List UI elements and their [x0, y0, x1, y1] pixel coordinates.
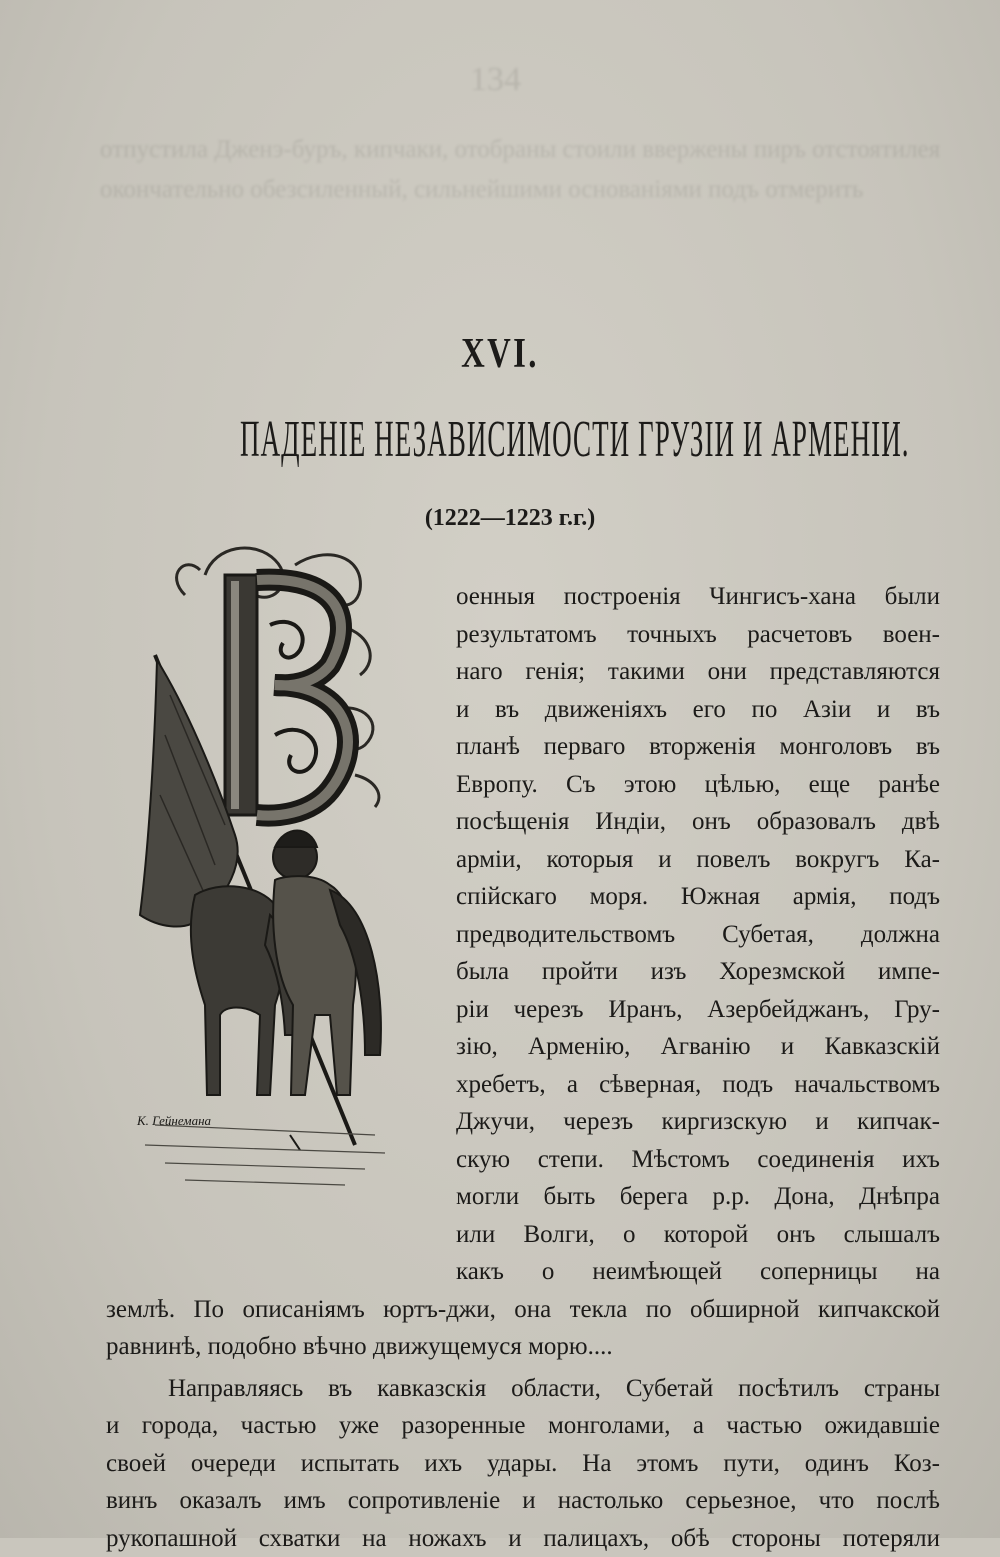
text-line: и въ движеніяхъ его по Азіи и въ — [456, 691, 940, 729]
text-line: результатомъ точныхъ расчетовъ воен- — [456, 616, 940, 654]
text-line: рукопашной схватки на ножахъ и палицахъ, обѣ стороны потеряли — [106, 1520, 940, 1557]
chapter-number: XVI. — [110, 330, 890, 378]
text-line: была пройти изъ Хорезмской импе- — [456, 953, 940, 991]
chapter-title: ПАДЕНІЕ НЕЗАВИСИМОСТИ ГРУЗІИ И АРМЕНІИ. — [240, 410, 760, 470]
bleed-through-page-number: 134 — [470, 58, 1000, 102]
text-line: планѣ перваго вторженія монголовъ въ — [456, 728, 940, 766]
bleed-through-line: окончательно обезсиленный, сильнейшими основаніями подъ отмерить — [100, 168, 950, 212]
illustrator-signature: К. Гейнемана — [136, 1113, 212, 1128]
text-line: Направляясь въ кавказскія области, Субетай посѣтилъ страны — [106, 1370, 940, 1408]
text-line: Европу. Съ этою цѣлью, еще ранѣе — [456, 766, 940, 804]
text-line: и города, частью уже разоренные монголами, а частью ожидавшіе — [106, 1407, 940, 1445]
text-line: или Волги, о которой онъ слышалъ — [456, 1216, 940, 1254]
text-line: своей очереди испытать ихъ удары. На этомъ пути, одинъ Коз- — [106, 1445, 940, 1483]
text-line: посѣщенія Индіи, онъ образовалъ двѣ — [456, 803, 940, 841]
text-line: оенныя построенія Чингисъ-хана были — [456, 578, 940, 616]
text-line: равнинѣ, подобно вѣчно движущемуся морю.... — [106, 1328, 940, 1366]
bleed-through-line: отпустила Дженэ-буръ, кипчаки, отобраны стоили ввержены пиръ отстоятилея — [100, 128, 950, 172]
text-line: спійскаго моря. Южная армія, подъ — [456, 878, 940, 916]
paragraph-2 — [106, 1370, 940, 1557]
text-line: могли быть берега р.р. Дона, Днѣпра — [456, 1178, 940, 1216]
text-line: ріи черезъ Иранъ, Азербейджанъ, Гру- — [456, 991, 940, 1029]
text-line: винъ оказалъ имъ сопротивленіе и настолько серьезное, что послѣ — [106, 1482, 940, 1520]
text-line: зію, Арменію, Агванію и Кавказскій — [456, 1028, 940, 1066]
text-line: скую степи. Мѣстомъ соединенія ихъ — [456, 1141, 940, 1179]
text-line: землѣ. По описаніямъ юртъ-джи, она текла по обширной кипчакской — [106, 1291, 940, 1329]
chapter-dates: (1222—1223 г.г.) — [0, 505, 1000, 532]
paragraph-1 — [106, 578, 940, 1366]
body-text — [106, 578, 940, 1557]
text-line: Джучи, черезъ киргизскую и кипчак- — [456, 1103, 940, 1141]
text-line: хребетъ, а сѣверная, подъ начальствомъ — [456, 1066, 940, 1104]
text-line: наго генія; такими они представляются — [456, 653, 940, 691]
text-line: арміи, которыя и повелъ вокругъ Ка- — [456, 841, 940, 879]
text-line: предводительствомъ Субетая, должна — [456, 916, 940, 954]
text-line: какъ о неимѣющей соперницы на — [456, 1253, 940, 1291]
